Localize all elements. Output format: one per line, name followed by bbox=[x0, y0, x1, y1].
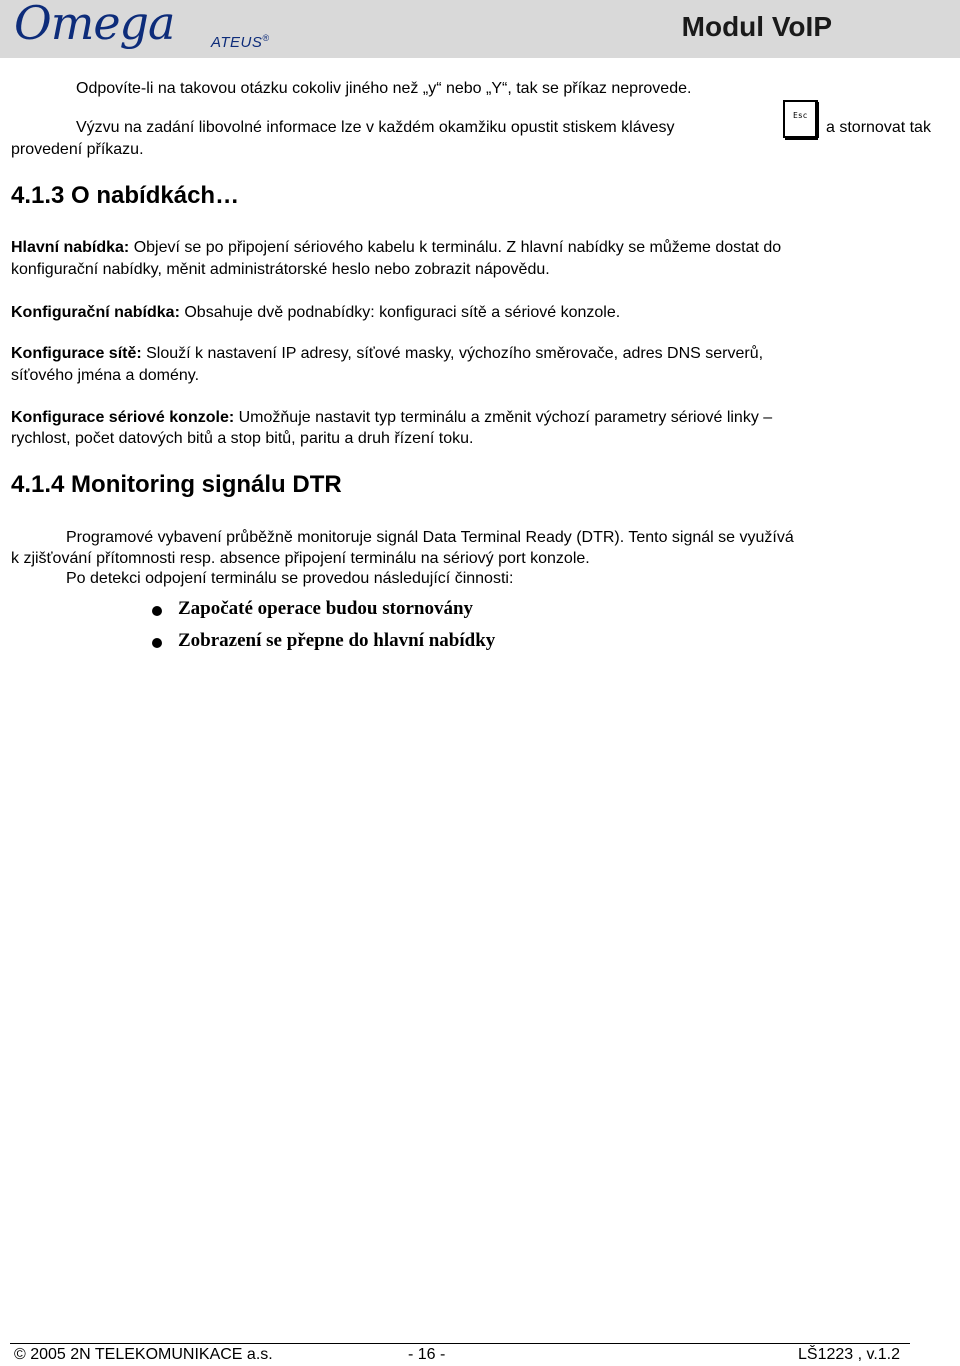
dtr-actions-intro: Po detekci odpojení terminálu se provedou následující činnosti: bbox=[66, 570, 514, 587]
section-413-heading: 4.1.3 O nabídkách… bbox=[11, 182, 240, 209]
list-item-text: Zobrazení se přepne do hlavní nabídky bbox=[178, 630, 496, 651]
serial-config-term: Konfigurace sériové konzole: bbox=[11, 409, 235, 426]
intro-line-3: provedení příkazu. bbox=[11, 141, 144, 158]
dtr-paragraph-line-1: Programové vybavení průběžně monitoruje signál Data Terminal Ready (DTR). Tento signál se využívá bbox=[66, 529, 794, 546]
config-menu-term: Konfigurační nabídka: bbox=[11, 304, 180, 321]
page-header bbox=[0, 0, 960, 58]
main-menu-paragraph-line-1 bbox=[11, 237, 781, 259]
logo-wordmark: Omega bbox=[14, 0, 175, 50]
main-menu-paragraph-line-2: konfigurační nabídky, měnit administrátorské heslo nebo zobrazit nápovědu. bbox=[11, 261, 550, 278]
intro-line-1: Odpovíte-li na takovou otázku cokoliv jiného než „y“ nebo „Y“, tak se příkaz neprovede. bbox=[76, 80, 692, 97]
section-414-heading: 4.1.4 Monitoring signálu DTR bbox=[11, 471, 342, 498]
footer-copyright: © 2005 2N TELEKOMUNIKACE a.s. bbox=[14, 1346, 273, 1363]
network-config-text: Slouží k nastavení IP adresy, síťové masky, výchozího směrovače, adres DNS serverů, bbox=[141, 345, 764, 362]
serial-config-paragraph-line-2: rychlost, počet datových bitů a stop bitů, paritu a druh řízení toku. bbox=[11, 430, 474, 447]
network-config-term: Konfigurace sítě: bbox=[11, 345, 142, 362]
intro-line-2a: Výzvu na zadání libovolné informace lze v každém okamžiku opustit stiskem klávesy bbox=[76, 119, 675, 136]
footer-doc-ref: LŠ1223 , v.1.2 bbox=[798, 1346, 900, 1363]
footer-page-number: - 16 - bbox=[408, 1346, 446, 1363]
footer-divider bbox=[10, 1343, 910, 1344]
serial-config-paragraph-line-1 bbox=[11, 407, 772, 429]
list-item-text: Započaté operace budou stornovány bbox=[178, 598, 474, 619]
main-menu-term: Hlavní nabídka: bbox=[11, 239, 130, 256]
dtr-paragraph-line-2: k zjišťování přítomnosti resp. absence připojení terminálu na sériový port konzole. bbox=[11, 550, 590, 567]
page-title: Modul VoIP bbox=[681, 11, 832, 42]
bullet-icon bbox=[152, 606, 162, 616]
intro-line-2b: a stornovat tak bbox=[826, 119, 931, 136]
esc-key-label: Esc bbox=[793, 111, 808, 120]
bullet-icon bbox=[152, 638, 162, 648]
logo-sub-text: ATEUS bbox=[211, 34, 263, 51]
serial-config-text: Umožňuje nastavit typ terminálu a změnit výchozí parametry sériové linky – bbox=[234, 409, 773, 426]
omega-ateus-logo bbox=[8, 2, 278, 54]
config-menu-paragraph bbox=[11, 302, 620, 324]
config-menu-text: Obsahuje dvě podnabídky: konfiguraci sítě a sériové konzole. bbox=[179, 304, 621, 321]
logo-subtitle bbox=[211, 33, 270, 51]
registered-mark: ® bbox=[262, 33, 270, 43]
network-config-paragraph-line-1 bbox=[11, 343, 763, 365]
main-menu-text: Objeví se po připojení sériového kabelu k terminálu. Z hlavní nabídky se můžeme dostat do bbox=[129, 239, 782, 256]
network-config-paragraph-line-2: síťového jména a domény. bbox=[11, 367, 200, 384]
esc-key-icon bbox=[781, 100, 819, 140]
